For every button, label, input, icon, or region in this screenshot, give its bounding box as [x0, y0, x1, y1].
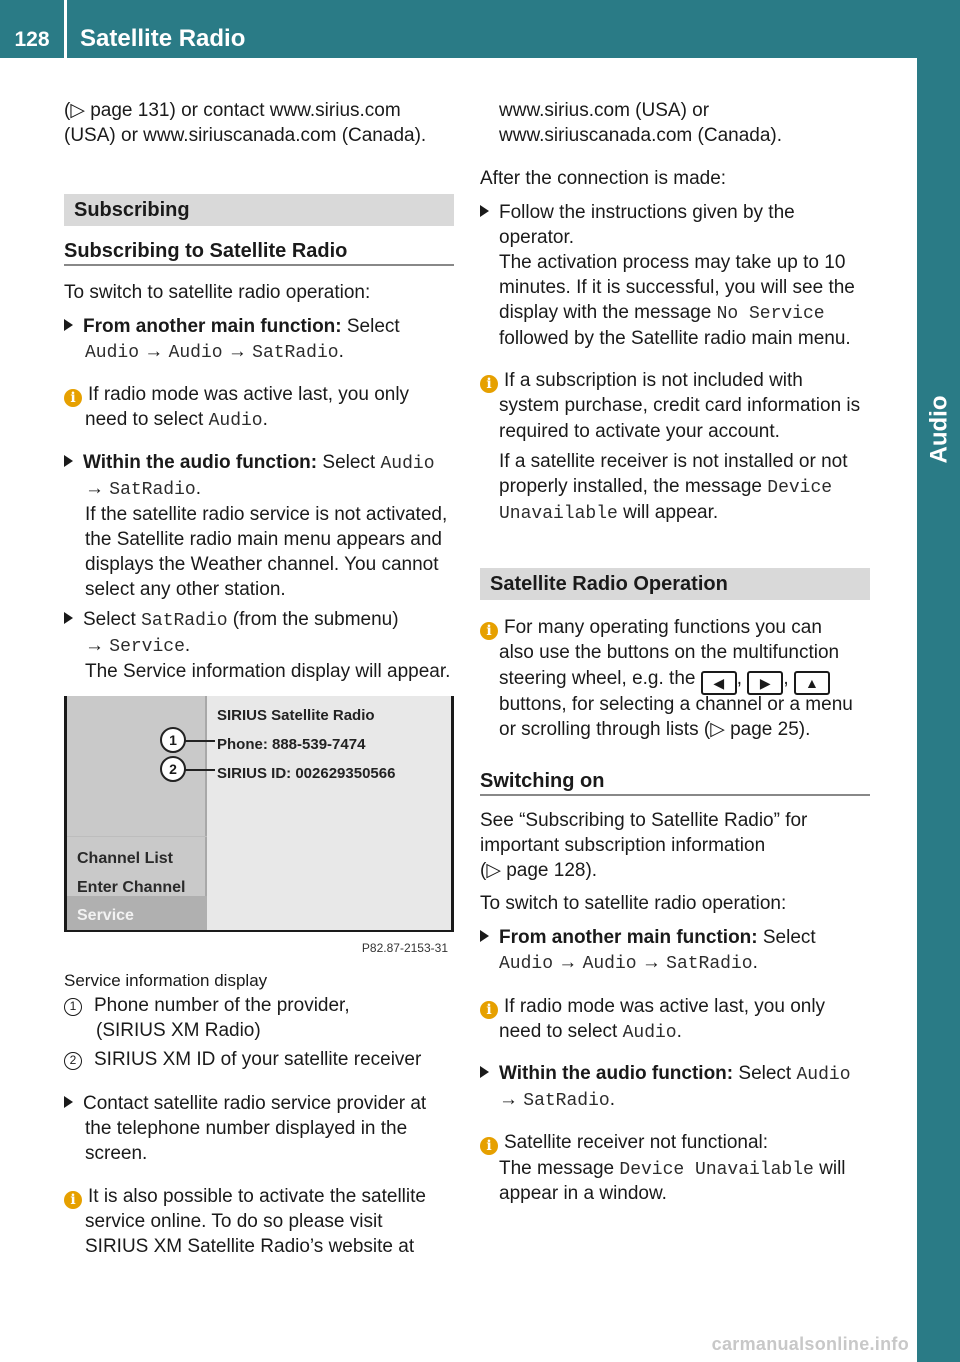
info-icon: i [480, 622, 498, 640]
key-right-icon: ▶ [747, 671, 783, 695]
step-arrow-icon [64, 612, 73, 624]
figure-line-phone: Phone: 888-539-7474 [217, 736, 366, 753]
intro-line-2: (USA) or www.siriuscanada.com (Canada). [64, 125, 427, 146]
switch-instruction: To switch to satellite radio operation: [64, 282, 371, 303]
service-display-figure [64, 696, 454, 930]
step-audio-function: Within the audio function: Select Audio [64, 450, 454, 477]
step-main-function: From another main function: Select [64, 314, 454, 339]
page-header [0, 0, 960, 58]
info-icon: i [480, 1001, 498, 1019]
step-main-function-2: From another main function: Select [480, 925, 816, 950]
legend-item-1: 1 Phone number of the provider, [64, 993, 350, 1018]
header-divider [64, 0, 67, 58]
intro-line-1: (▷ page 131) or contact www.sirius.com [64, 100, 401, 121]
info-subscription: i If a subscription is not included with [480, 368, 803, 393]
heading-switching-on: Switching on [480, 768, 870, 796]
step-contact-provider: Contact satellite radio service provider at [64, 1091, 454, 1116]
page-title: Satellite Radio [80, 25, 246, 52]
step-arrow-icon [64, 319, 73, 331]
step-select-satradio: Select SatRadio (from the submenu) [64, 607, 454, 634]
section-tab[interactable] [917, 354, 960, 1362]
step-follow-instructions: Follow the instructions given by the [480, 200, 795, 225]
step-arrow-icon [480, 930, 489, 942]
figure-menu-service: Service [77, 907, 134, 924]
section-band-subscribing: Subscribing [64, 194, 454, 226]
info-audio-note: i If radio mode was active last, you only [64, 382, 409, 407]
figure-menu-channel-list: Channel List [77, 850, 174, 867]
step-arrow-icon [480, 205, 489, 217]
legend-item-2: 2 SIRIUS XM ID of your satellite receiver [64, 1047, 421, 1072]
step-audio-function-2: Within the audio function: Select Audio [480, 1061, 851, 1088]
step-arrow-icon [480, 1066, 489, 1078]
info-icon: i [480, 375, 498, 393]
figure-menu-enter-channel: Enter Channel [77, 879, 186, 896]
page-number: 128 [14, 28, 50, 51]
key-left-icon: ◀ [701, 671, 737, 695]
key-up-icon: ▲ [794, 671, 830, 695]
after-connection: After the connection is made: [480, 168, 727, 189]
watermark: carmanualsonline.info [711, 1334, 909, 1354]
step-arrow-icon [64, 455, 73, 467]
figure-line-title: SIRIUS Satellite Radio [217, 707, 375, 724]
figure-line-id: SIRIUS ID: 002629350566 [217, 765, 396, 782]
info-icon: i [480, 1137, 498, 1155]
callout-2: 2 [160, 756, 186, 782]
info-icon: i [64, 389, 82, 407]
switch-instruction-2: To switch to satellite radio operation: [480, 893, 787, 914]
callout-1: 1 [160, 727, 186, 753]
section-tab-label: Audio [925, 395, 953, 463]
info-receiver-not-functional: i Satellite receiver not functional: [480, 1130, 768, 1155]
figure-code: P82.87-2153-31 [361, 941, 448, 955]
section-band-operation: Satellite Radio Operation [480, 568, 870, 600]
info-audio-note-2: i If radio mode was active last, you only [480, 994, 825, 1019]
figure-caption: Service information display [64, 971, 268, 990]
info-online-activation: i It is also possible to activate the satellite [64, 1184, 426, 1209]
heading-subscribing: Subscribing to Satellite Radio [64, 238, 454, 266]
step-arrow-icon [64, 1096, 73, 1108]
info-icon: i [64, 1191, 82, 1209]
step-main-function-path: Audio → Audio → SatRadio. [85, 341, 344, 363]
info-steering-wheel: i For many operating functions you can [480, 615, 822, 640]
figure-code-bar [64, 930, 454, 958]
